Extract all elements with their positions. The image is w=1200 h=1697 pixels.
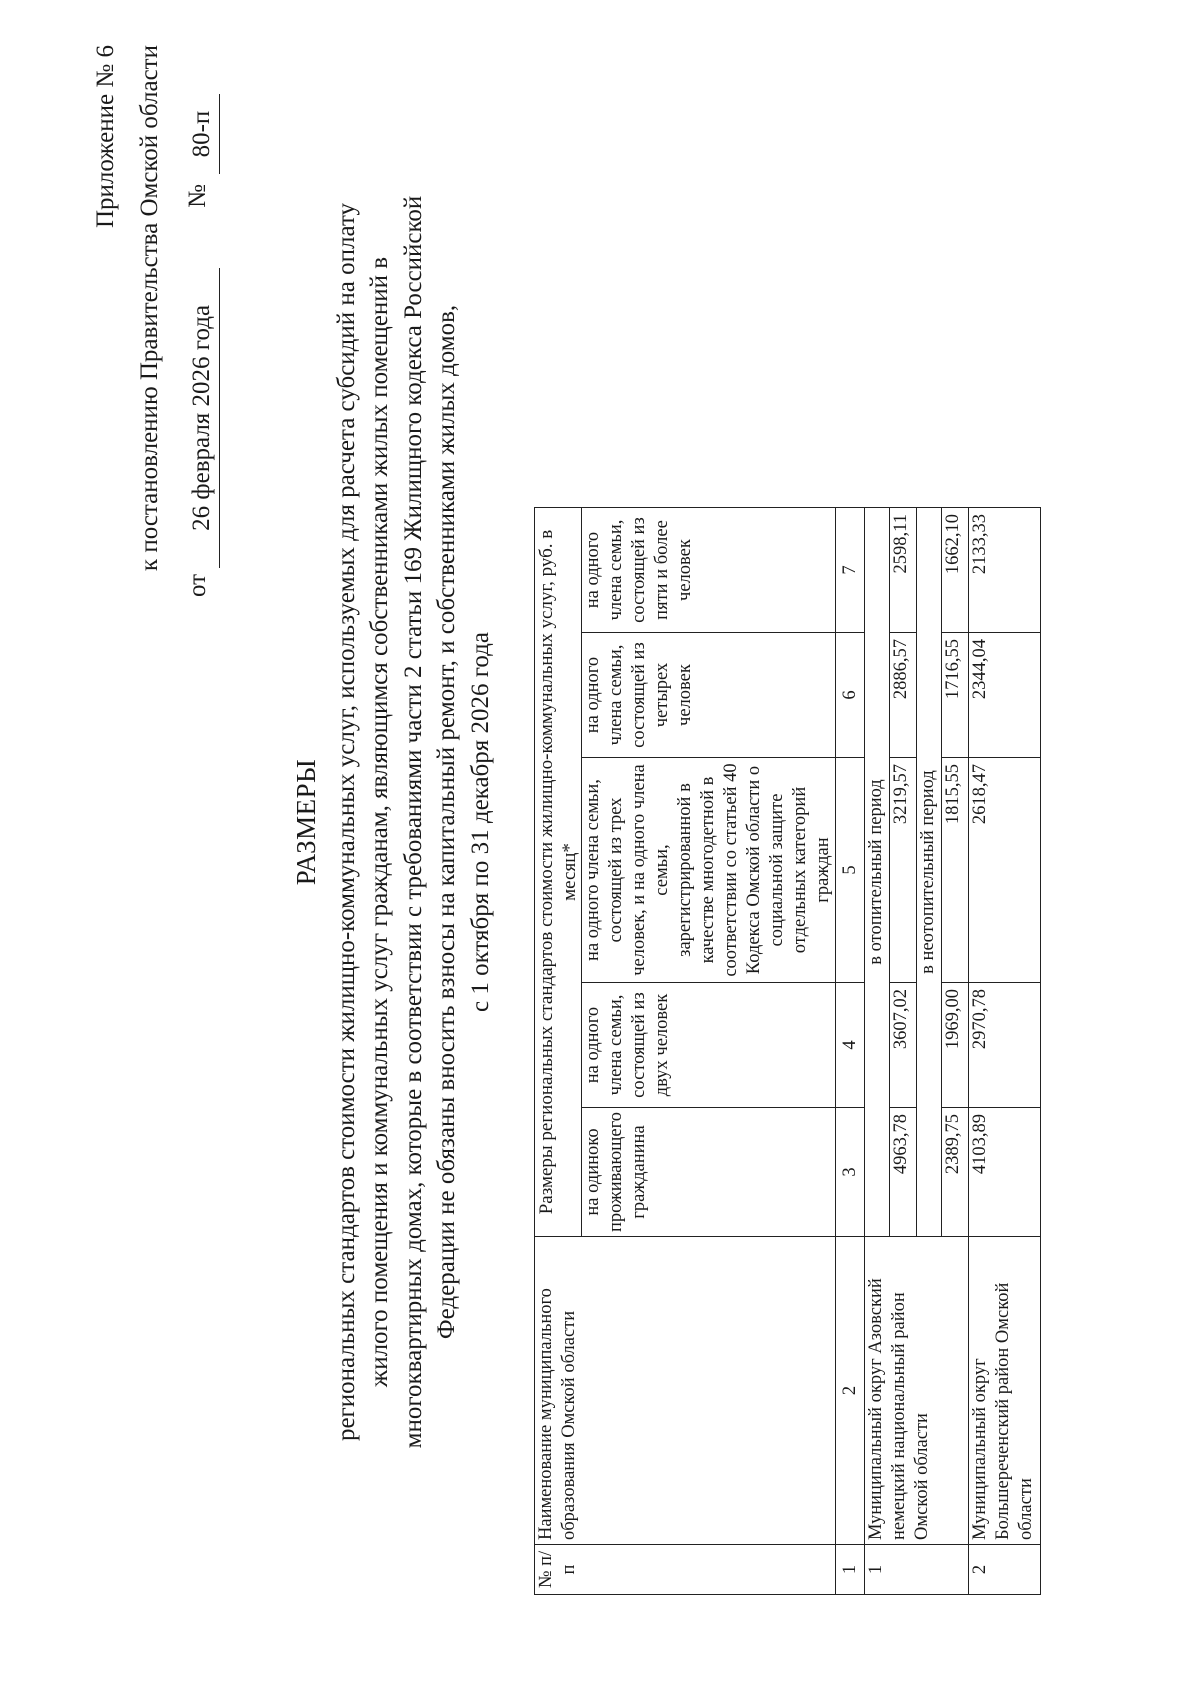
header-three: на одного члена семьи, состоящей из трех человек, и на одного члена семьи, зарегистрированной в качестве многодетной в соответствии со статьей 40 Кодекса Омской области о социальной защите отдельных категорий граждан: [582, 758, 836, 983]
value-cell: 2344,04: [969, 633, 1041, 758]
value-cell: 2618,47: [969, 758, 1041, 983]
value-cell: 4963,78: [890, 1108, 917, 1237]
header-group: Размеры региональных стандартов стоимости жилищно-коммунальных услуг, руб. в месяц*: [535, 508, 582, 1237]
value-cell: 2970,78: [969, 983, 1041, 1108]
appendix-reference: к постановлению Правительства Омской области: [136, 45, 163, 572]
value-cell: 3607,02: [890, 983, 917, 1108]
value-cell: 1815,55: [942, 758, 969, 983]
decree-number: 80-п: [185, 94, 220, 174]
header-two: на одного члена семьи, состоящей из двух человек: [582, 983, 836, 1108]
title-heading: РАЗМЕРЫ: [291, 758, 321, 886]
municipality-name: Муниципальный округ Большереченский район Омской области: [969, 1237, 1041, 1545]
header-four: на одного члена семьи, состоящей из четырех человек: [582, 633, 836, 758]
column-number: 5: [836, 758, 865, 983]
appendix-number: Приложение № 6: [92, 45, 119, 229]
column-number: 4: [836, 983, 865, 1108]
column-number: 6: [836, 633, 865, 758]
value-cell: 1662,10: [942, 508, 969, 633]
column-number: 2: [836, 1237, 865, 1545]
period-heating: в отопительный период: [865, 508, 890, 1237]
table-row: [969, 508, 1041, 1595]
value-cell: 3219,57: [890, 758, 917, 983]
title-line-4: Федерации не обязаны вносить взносы на капитальный ремонт, и собственниками жилых домов,: [433, 304, 460, 1340]
appendix-date-line: [176, 45, 220, 597]
standards-table: [534, 507, 1041, 1595]
value-cell: 2886,57: [890, 633, 917, 758]
period-nonheating: в неотопительный период: [917, 508, 942, 1237]
appendix-header: [84, 45, 220, 597]
value-cell: 1969,00: [942, 983, 969, 1108]
header-single: на одиноко проживающего гражданина: [582, 1108, 836, 1237]
title-line-1: региональных стандартов стоимости жилищно-коммунальных услуг, используемых для расчета субсидий на оплату: [332, 202, 360, 1442]
column-number: 1: [836, 1545, 865, 1595]
value-cell: 2598,11: [890, 508, 917, 633]
number-label: №: [184, 184, 211, 208]
header-five: на одного члена семьи, состоящей из пяти и более человек: [582, 508, 836, 633]
row-number: 2: [969, 1545, 1041, 1595]
decree-date: 26 февраля 2026 года: [185, 268, 220, 568]
column-number: 7: [836, 508, 865, 633]
title-line-5: с 1 октября по 31 декабря 2026 года: [466, 632, 494, 1012]
title-line-2: жилого помещения и коммунальных услуг гражданам, являющимся собственниками жилых помещений в: [366, 256, 393, 1388]
municipality-name: Муниципальный округ Азовский немецкий национальный район Омской области: [865, 1237, 969, 1545]
value-cell: 2389,75: [942, 1108, 969, 1237]
table-row: [865, 508, 890, 1595]
from-label: от: [184, 573, 211, 597]
title-line-3: многоквартирных домах, которые в соответствии с требованиями части 2 статьи 169 Жилищного кодекса Российской: [399, 195, 427, 1449]
column-numbers-row: [836, 508, 865, 1595]
document-title: [290, 137, 497, 1507]
value-cell: 4103,89: [969, 1108, 1041, 1237]
header-number: № п/п: [535, 1545, 836, 1595]
header-municipality: Наименование муниципального образования Омской области: [535, 1237, 836, 1545]
value-cell: 2133,33: [969, 508, 1041, 633]
row-number: 1: [865, 1545, 969, 1595]
value-cell: 1716,55: [942, 633, 969, 758]
column-number: 3: [836, 1108, 865, 1237]
